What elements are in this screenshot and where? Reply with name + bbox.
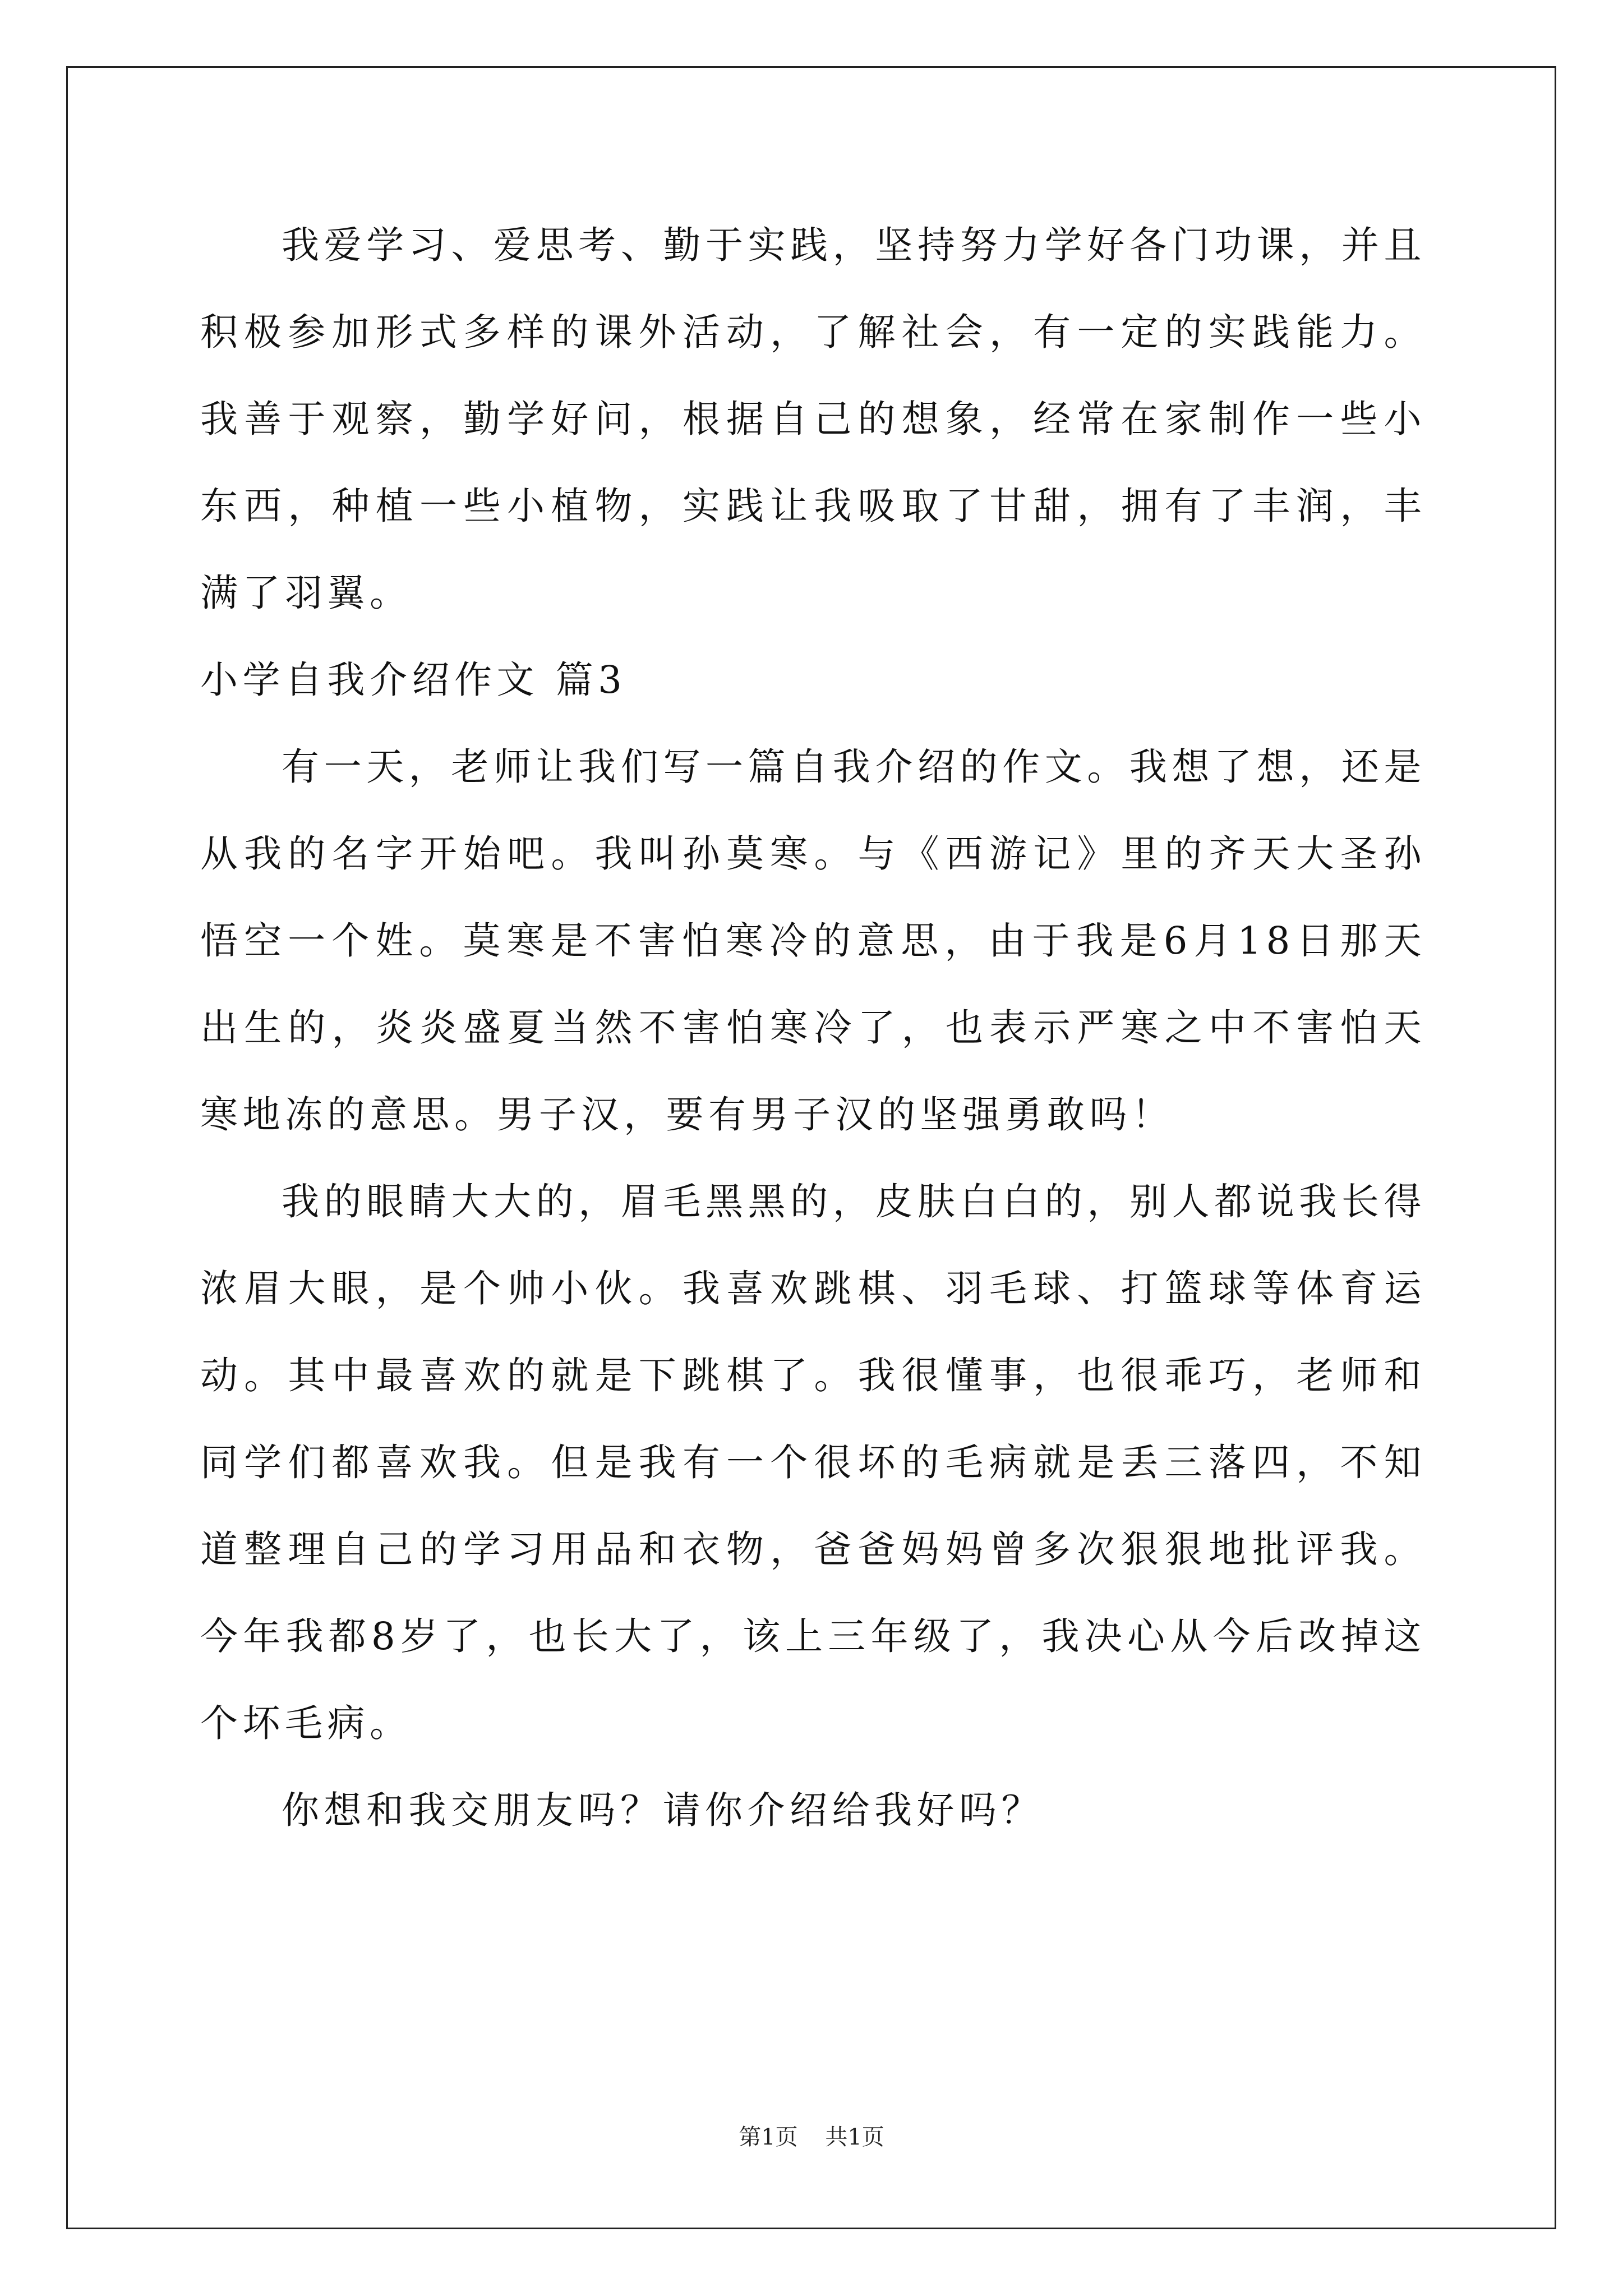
page-footer <box>0 2123 1623 2151</box>
paragraph-1: 我爱学习、爱思考、勤于实践，坚持努力学好各门功课，并且积极参加形式多样的课外活动，了解社会，有一定的实践能力。我善于观察，勤学好问，根据自己的想象，经常在家制作一些小东西，种植一些小植物，实践让我吸取了甘甜，拥有了丰润，丰满了羽翼。 <box>200 223 1426 615</box>
page-number-total: 共1页 <box>825 2124 884 2150</box>
page-number-current: 第1页 <box>739 2124 798 2150</box>
section-heading: 小学自我介绍作文 篇3 <box>200 658 627 702</box>
document-body <box>200 202 1426 1854</box>
paragraph-3: 我的眼睛大大的，眉毛黑黑的，皮肤白白的，别人都说我长得浓眉大眼，是个帅小伙。我喜欢跳棋、羽毛球、打篮球等体育运动。其中最喜欢的就是下跳棋了。我很懂事，也很乖巧，老师和同学们都喜欢我。但是我有一个很坏的毛病就是丢三落四，不知道整理自己的学习用品和衣物，爸爸妈妈曾多次狠狠地批评我。今年我都8岁了，也长大了，该上三年级了，我决心从今后改掉这个坏毛病。 <box>200 1180 1426 1745</box>
paragraph-2: 有一天，老师让我们写一篇自我介绍的作文。我想了想，还是从我的名字开始吧。我叫孙莫寒。与《西游记》里的齐天大圣孙悟空一个姓。莫寒是不害怕寒冷的意思，由于我是6月18日那天出生的，炎炎盛夏当然不害怕寒冷了，也表示严寒之中不害怕天寒地冻的意思。男子汉，要有男子汉的坚强勇敢吗！ <box>200 745 1426 1137</box>
paragraph-4: 你想和我交朋友吗？请你介绍给我好吗？ <box>282 1788 1044 1832</box>
